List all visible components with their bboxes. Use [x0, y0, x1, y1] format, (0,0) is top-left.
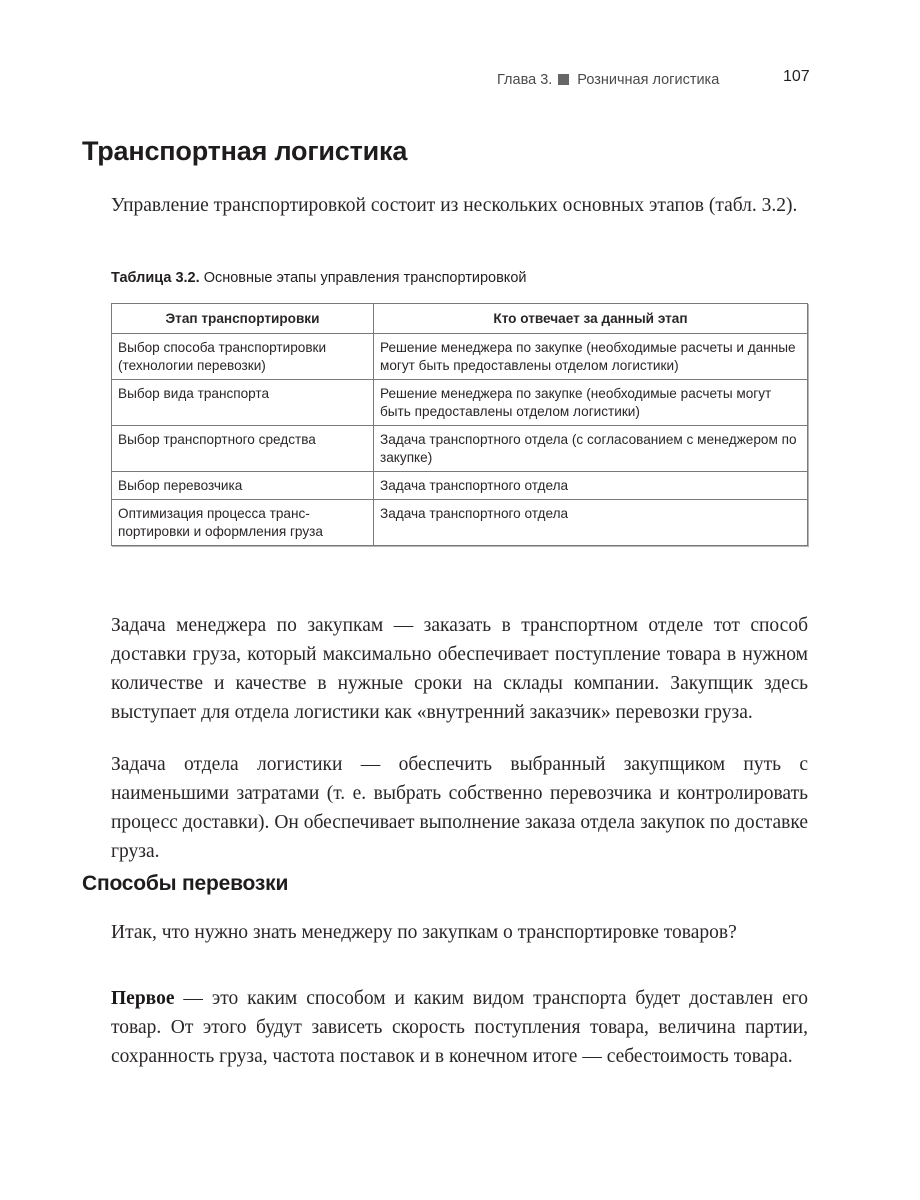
- stage-cell: Выбор вида транспорта: [112, 380, 374, 426]
- first-point-text: — это каким способом и каким видом транспорта будет доставлен его товар. От этого будут зависеть скорость поступления товара, величина партии, сохранность груза, частота поставок и в конечном итоге — себестоимость товара.: [111, 988, 808, 1067]
- intro-paragraph: Управление транспортировкой состоит из нескольких основных этапов (табл. 3.2).: [111, 195, 798, 216]
- running-head: [0, 68, 920, 92]
- table-caption-label: Таблица 3.2.: [111, 270, 200, 286]
- section-title: Транспортная логистика: [82, 136, 408, 166]
- square-bullet-icon: [558, 74, 569, 85]
- stage-cell: Выбор транспортного средства: [112, 426, 374, 472]
- paragraph-question: Итак, что нужно знать менеджеру по закупкам о транспортировке товаров?: [111, 922, 737, 943]
- chapter-number: Глава 3.: [497, 72, 553, 88]
- table-caption-text: Основные этапы управления транспортировкой: [203, 270, 527, 286]
- transport-stages-table: [111, 303, 808, 546]
- table-row: [112, 472, 808, 500]
- table-row: [112, 334, 808, 380]
- bold-lead-word: Первое: [111, 988, 175, 1009]
- paragraph-logistics-task: Задача отдела логистики — обеспечить выбранный закупщиком путь с наименьшими затратами (т. е. выбрать собственно перевозчика и контролировать процесс доставки). Он обеспечивает выполнение заказа отдела закупок по доставке груза.: [111, 754, 808, 862]
- table-row: [112, 500, 808, 546]
- running-head-chapter: [497, 72, 719, 88]
- paragraph-purchasing-task: Задача менеджера по закупкам — заказать в транспортном отделе тот способ доставки груза, который максимально обеспечивает поступление товара в нужном количестве и качестве в нужные сроки на склады компании. Закупщик здесь выступает для отдела логистики как «внутренний заказчик» перевозки груза.: [111, 615, 808, 723]
- table-row: [112, 380, 808, 426]
- column-header-responsible: Кто отвечает за данный этап: [374, 304, 808, 334]
- table-header-row: [112, 304, 808, 334]
- responsible-cell: Решение менеджера по закупке (необходимые расчеты могут быть предоставлены отделом логистики): [374, 380, 808, 426]
- paragraph-first-point: [111, 984, 808, 1071]
- responsible-cell: Задача транспортного отдела (с согласованием с менеджером по закупке): [374, 426, 808, 472]
- table-caption: [111, 270, 526, 286]
- subsection-title: Способы перевозки: [82, 872, 289, 895]
- stage-cell: Оптимизация процесса транспортировки и оформления груза: [112, 500, 374, 546]
- responsible-cell: Задача транспортного отдела: [374, 500, 808, 546]
- stage-cell: Выбор способа транспортировки (технологии перевозки): [112, 334, 374, 380]
- stage-cell: Выбор перевозчика: [112, 472, 374, 500]
- chapter-title: Розничная логистика: [577, 72, 720, 88]
- responsible-cell: Задача транспортного отдела: [374, 472, 808, 500]
- column-header-stage: Этап транспортировки: [112, 304, 374, 334]
- responsible-cell: Решение менеджера по закупке (необходимые расчеты и данные могут быть предоставлены отделом логистики): [374, 334, 808, 380]
- page-number: 107: [783, 68, 810, 85]
- table-row: [112, 426, 808, 472]
